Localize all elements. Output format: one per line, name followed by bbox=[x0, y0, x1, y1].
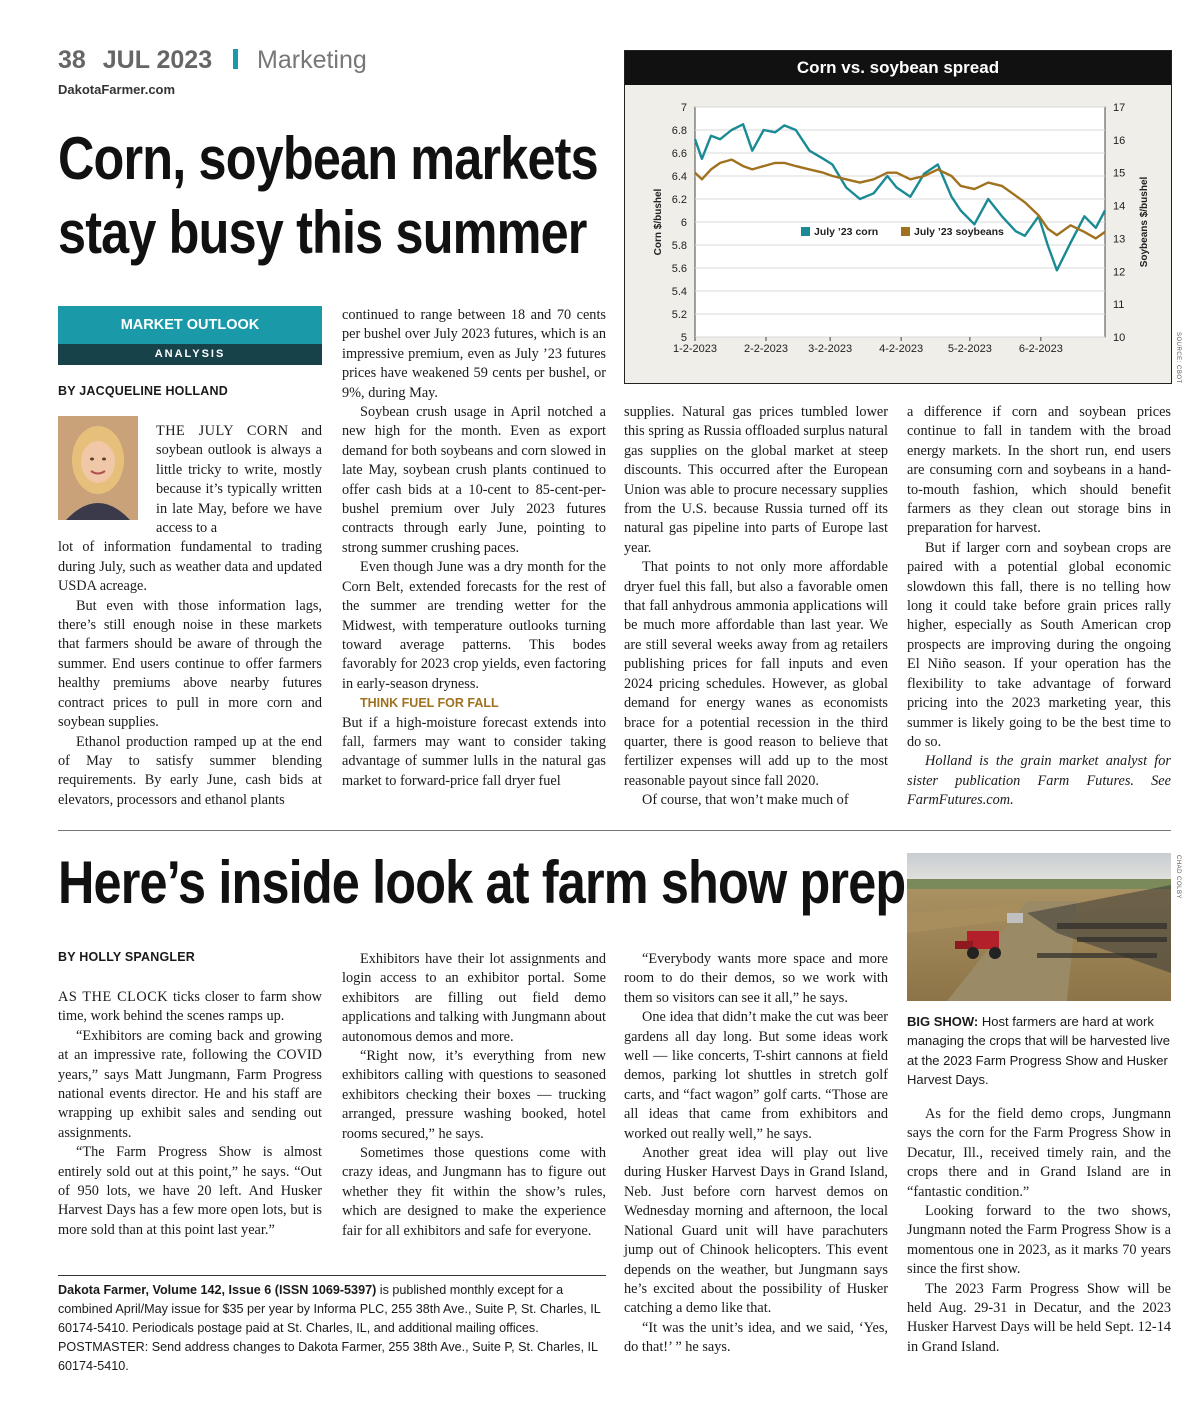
pubinfo-rule bbox=[58, 1275, 606, 1276]
pubinfo-bold: Dakota Farmer, Volume 142, Issue 6 (ISSN 1069-5397) bbox=[58, 1283, 377, 1297]
article2-byline: BY HOLLY SPANGLER bbox=[58, 950, 195, 964]
page-number: 38 bbox=[58, 46, 86, 74]
y-right-tick-label: 14 bbox=[1113, 200, 1126, 213]
caption-text: Host farmers are hard at work managing the crops that will be harvested live at the 2023 Farm Progress Show and Husker Harvest Days. bbox=[907, 1014, 1171, 1088]
lead-caps: THE JULY CORN bbox=[156, 423, 289, 439]
chart-plot bbox=[625, 85, 1171, 383]
paragraph: Soybean crush usage in April notched a new high for the month. Even as export demand for both soybeans and corn slowed in late May, soybean crush plants continued to offer cash bids at a 10-cent to 85-cent-per-bushel premium over July 2023 futures contracts through early June, pointing to strong summer crushing paces. bbox=[342, 404, 606, 556]
article2-col4 bbox=[907, 1105, 1171, 1357]
section-name: Marketing bbox=[257, 46, 367, 74]
article-divider bbox=[58, 830, 1171, 831]
y-left-tick-label: 5.4 bbox=[671, 286, 687, 298]
y-right-tick-label: 16 bbox=[1113, 134, 1126, 147]
paragraph: But if larger corn and soybean crops are paired with a potential global economic slowdown this fall, there is no telling how long it could take before grain prices rally higher, especially as South American crop prospects are improving during the ongoing El Niño season. If your operation has the flexibility to take advantage of forward pricing into the 2023 marketing year, this summer is likely going to be the best time to do so. bbox=[907, 539, 1171, 750]
y-left-tick-label: 5.8 bbox=[671, 240, 687, 252]
article1-lead bbox=[156, 422, 322, 538]
folio bbox=[58, 46, 367, 75]
x-tick-label: 4-2-2023 bbox=[879, 343, 924, 355]
paragraph: Ethanol production ramped up at the end of May to satisfy summer blending requirements. By early June, cash bids at elevators, processors and ethanol plants bbox=[58, 733, 322, 808]
issue-date: JUL 2023 bbox=[102, 46, 213, 74]
y-right-tick-label: 11 bbox=[1113, 299, 1125, 312]
article2-col1 bbox=[58, 988, 322, 1240]
x-tick-label: 6-2-2023 bbox=[1018, 343, 1063, 355]
y-right-axis-title: Soybeans $/bushel bbox=[1139, 176, 1150, 268]
article1-col3 bbox=[624, 403, 888, 811]
paragraph: Sometimes those questions come with crazy ideas, and Jungmann has to figure out whether they fit within the show’s rules, which are designed to make the experience fair for all exhibitors and safe for everyone. bbox=[342, 1145, 606, 1239]
article1-col2 bbox=[342, 306, 606, 791]
article1-byline: BY JACQUELINE HOLLAND bbox=[58, 384, 228, 398]
article2-col3 bbox=[624, 950, 888, 1358]
paragraph: a difference if corn and soybean prices continue to fall in tandem with the broad energy markets. In the short run, end users are consuming corn and soybeans in a hand-to-mouth fashion, which should benefit farmers as they clean out storage bins in preparation for harvest. bbox=[907, 404, 1171, 537]
legend-swatch bbox=[901, 227, 910, 236]
y-left-tick-label: 5.2 bbox=[671, 309, 687, 321]
badge-subtitle: ANALYSIS bbox=[58, 344, 322, 365]
x-tick-label: 5-2-2023 bbox=[947, 343, 992, 355]
y-right-tick-label: 17 bbox=[1113, 102, 1126, 114]
author-bio: Holland is the grain market analyst for sister publication Farm Futures. See FarmFutures.com. bbox=[907, 753, 1171, 809]
article1-col1 bbox=[58, 422, 322, 810]
paragraph: But even with those information lags, there’s still enough noise in these markets that farmers should be aware of through the summer. End users continue to offer farmers healthy premiums above nearby futures contract prices to pull in more corn and soybean supplies. bbox=[58, 597, 322, 731]
paragraph: The 2023 Farm Progress Show will be held Aug. 29-31 in Decatur, and the 2023 Husker Harvest Days will be held Sept. 12-14 in Grand Island. bbox=[907, 1280, 1171, 1355]
y-left-tick-label: 6.6 bbox=[671, 148, 687, 160]
y-left-tick-label: 5.6 bbox=[671, 263, 687, 275]
market-outlook-badge bbox=[58, 306, 322, 365]
y-left-tick-label: 7 bbox=[680, 102, 687, 114]
article2-headline: Here’s inside look at farm show prep bbox=[58, 849, 906, 916]
badge-title: MARKET OUTLOOK bbox=[58, 306, 322, 344]
y-right-tick-label: 12 bbox=[1113, 266, 1126, 279]
farm-show-photo bbox=[907, 853, 1171, 1001]
paragraph: “Exhibitors are coming back and growing at an impressive rate, following the COVID years,” says Matt Jungmann, Farm Progress national events director. He and his staff are wrapping up exhibit sales and sending out assignments. bbox=[58, 1027, 322, 1141]
headline-line1: Corn, soybean markets bbox=[58, 125, 598, 192]
chart-title: Corn vs. soybean spread bbox=[625, 51, 1171, 85]
paragraph: Exhibitors have their lot assignments and login access to an exhibitor portal. Some exhibitors are filling out field demo applications and talking with Jungmann about autonomous demos and more. bbox=[342, 951, 606, 1045]
paragraph: One idea that didn’t make the cut was beer gardens all day long. But some ideas work well — like concerts, T-shirt cannons at field demos, parking lot shuttles in stretch golf carts, and “fact wagon” golf carts. “Those are all ideas that came from exhibitors and worked out really well,” he says. bbox=[624, 1009, 888, 1142]
paragraph: Looking forward to the two shows, Jungmann noted the Farm Progress Show is a momentous one in 2023, as it marks 70 years since the first show. bbox=[907, 1203, 1171, 1278]
caption-lead: BIG SHOW: bbox=[907, 1014, 979, 1029]
chart-source: SOURCE: CBOT bbox=[1175, 332, 1181, 384]
y-left-tick-label: 5 bbox=[680, 332, 687, 344]
paragraph: Even though June was a dry month for the Corn Belt, extended forecasts for the rest of the summer are trending wetter for the Midwest, with temperature outlooks turning toward average patterns. This bodes favorably for 2023 crop yields, even factoring in early-season dryness. bbox=[342, 559, 606, 692]
website: DakotaFarmer.com bbox=[58, 82, 176, 97]
photo-credit: CHAD COLBY bbox=[1175, 855, 1181, 900]
paragraph: lot of information fundamental to trading during July, such as weather data and updated USDA acreage. bbox=[58, 539, 322, 595]
publication-info bbox=[58, 1281, 606, 1376]
x-tick-label: 3-2-2023 bbox=[808, 343, 853, 355]
y-left-tick-label: 6.2 bbox=[671, 194, 687, 206]
paragraph: “The Farm Progress Show is almost entirely sold out at this point,” he says. “Out of 950 lots, we have 20 left. And Husker Harvest Days has a few more open lots, but is more sold than at this point last year.” bbox=[58, 1144, 322, 1238]
pubinfo-text: is published monthly except for a combined April/May issue for $35 per year by Informa PLC, 255 38th Ave., Suite P, St. Charles, IL 60174-5410. Periodicals postage paid at St. Charles, IL, and additional mailing offices. POSTMASTER: Send address changes to Dakota Farmer, 255 38th Ave., Suite P, St. Charles, IL 60174-5410. bbox=[58, 1283, 601, 1373]
article1-headline bbox=[58, 122, 598, 270]
paragraph: continued to range between 18 and 70 cents per bushel over July 2023 futures, which is an impressive premium, even as July ’23 futures prices have weakened 59 cents per bushel, or 9%, during May. bbox=[342, 307, 606, 401]
article1-col4 bbox=[907, 403, 1171, 811]
paragraph: supplies. Natural gas prices tumbled lower this spring as Russia offloaded surplus natural gas supplies on the global market at steep discounts. This occurred after the European Union was able to procure necessary supplies from the U.S. because Russia turned off its natural gas pipeline into parts of Europe last year. bbox=[624, 404, 888, 556]
paragraph: As for the field demo crops, Jungmann says the corn for the Farm Progress Show in Decatur, Ill., received timely rain, and the crops there and in Grand Island are in “fantastic condition.” bbox=[907, 1106, 1171, 1200]
y-left-tick-label: 6.8 bbox=[671, 125, 687, 137]
paragraph: Another great idea will play out live during Husker Harvest Days in Grand Island, Neb. Just before corn harvest demos on Wednesday morning and afternoon, the local National Guard unit will have parachuters jump out of Chinook helicopters. This event depends on the weather, but Jungmann says he’s excited about the possibility of Husker catching a demo like that. bbox=[624, 1145, 888, 1317]
y-left-tick-label: 6.4 bbox=[671, 171, 687, 183]
y-right-tick-label: 10 bbox=[1113, 332, 1126, 344]
subhead: THINK FUEL FOR FALL bbox=[360, 696, 499, 711]
paragraph: Of course, that won’t make much of bbox=[642, 792, 849, 809]
paragraph: “Everybody wants more space and more room to do their demos, so we work with them so visitors can see it all,” he says. bbox=[624, 951, 888, 1006]
lead-caps: AS THE CLOCK bbox=[58, 989, 169, 1005]
harvest-photo-icon bbox=[907, 853, 1171, 1001]
y-right-tick-label: 15 bbox=[1113, 167, 1126, 180]
legend-swatch bbox=[801, 227, 810, 236]
x-tick-label: 2-2-2023 bbox=[743, 343, 789, 355]
x-tick-label: 1-2-2023 bbox=[672, 343, 718, 355]
lead-text: ticks closer to farm show time, work behind the scenes ramps up. bbox=[58, 989, 322, 1025]
paragraph: “Right now, it’s everything from new exhibitors calling with questions to seasoned exhibitors checking their boxes — trucking arranged, pressure washing booked, hotel rooms secured,” he says. bbox=[342, 1048, 606, 1142]
spread-chart bbox=[624, 50, 1172, 384]
headline-line2: stay busy this summer bbox=[58, 199, 587, 266]
paragraph: “It was the unit’s idea, and we said, ‘Yes, do that!’ ” he says. bbox=[624, 1319, 888, 1356]
legend-label: July ’23 soybeans bbox=[914, 226, 1004, 238]
paragraph: That points to not only more affordable dryer fuel this fall, but also a favorable omen that fall anhydrous ammonia applications will be much more affordable than last year. We are still several weeks away from ag retailers publishing prices for fall inputs and even 2024 pricing schedules. However, as global demand for energy wanes as economists brace for a potential recession in the third quarter, there is good reason to believe that fertilizer expenses will add up to the most reasonable payout since fall 2020. bbox=[624, 559, 888, 789]
legend-label: July ’23 corn bbox=[814, 226, 879, 238]
photo-caption bbox=[907, 1012, 1171, 1090]
lead-text: and soybean outlook is always a little tricky to write, mostly because it’s typically written in late May, before we have access to a bbox=[156, 423, 322, 537]
y-left-axis-title: Corn $/bushel bbox=[653, 188, 664, 256]
folio-divider bbox=[233, 49, 238, 69]
paragraph: But if a high-moisture forecast extends into fall, farmers may want to consider taking advantage of summer lulls in the natural gas market to forward-price fall dryer fuel bbox=[342, 714, 606, 789]
y-left-tick-label: 6 bbox=[680, 217, 687, 229]
article2-lead bbox=[58, 988, 322, 1027]
article2-col2 bbox=[342, 950, 606, 1241]
y-right-tick-label: 13 bbox=[1113, 233, 1126, 246]
